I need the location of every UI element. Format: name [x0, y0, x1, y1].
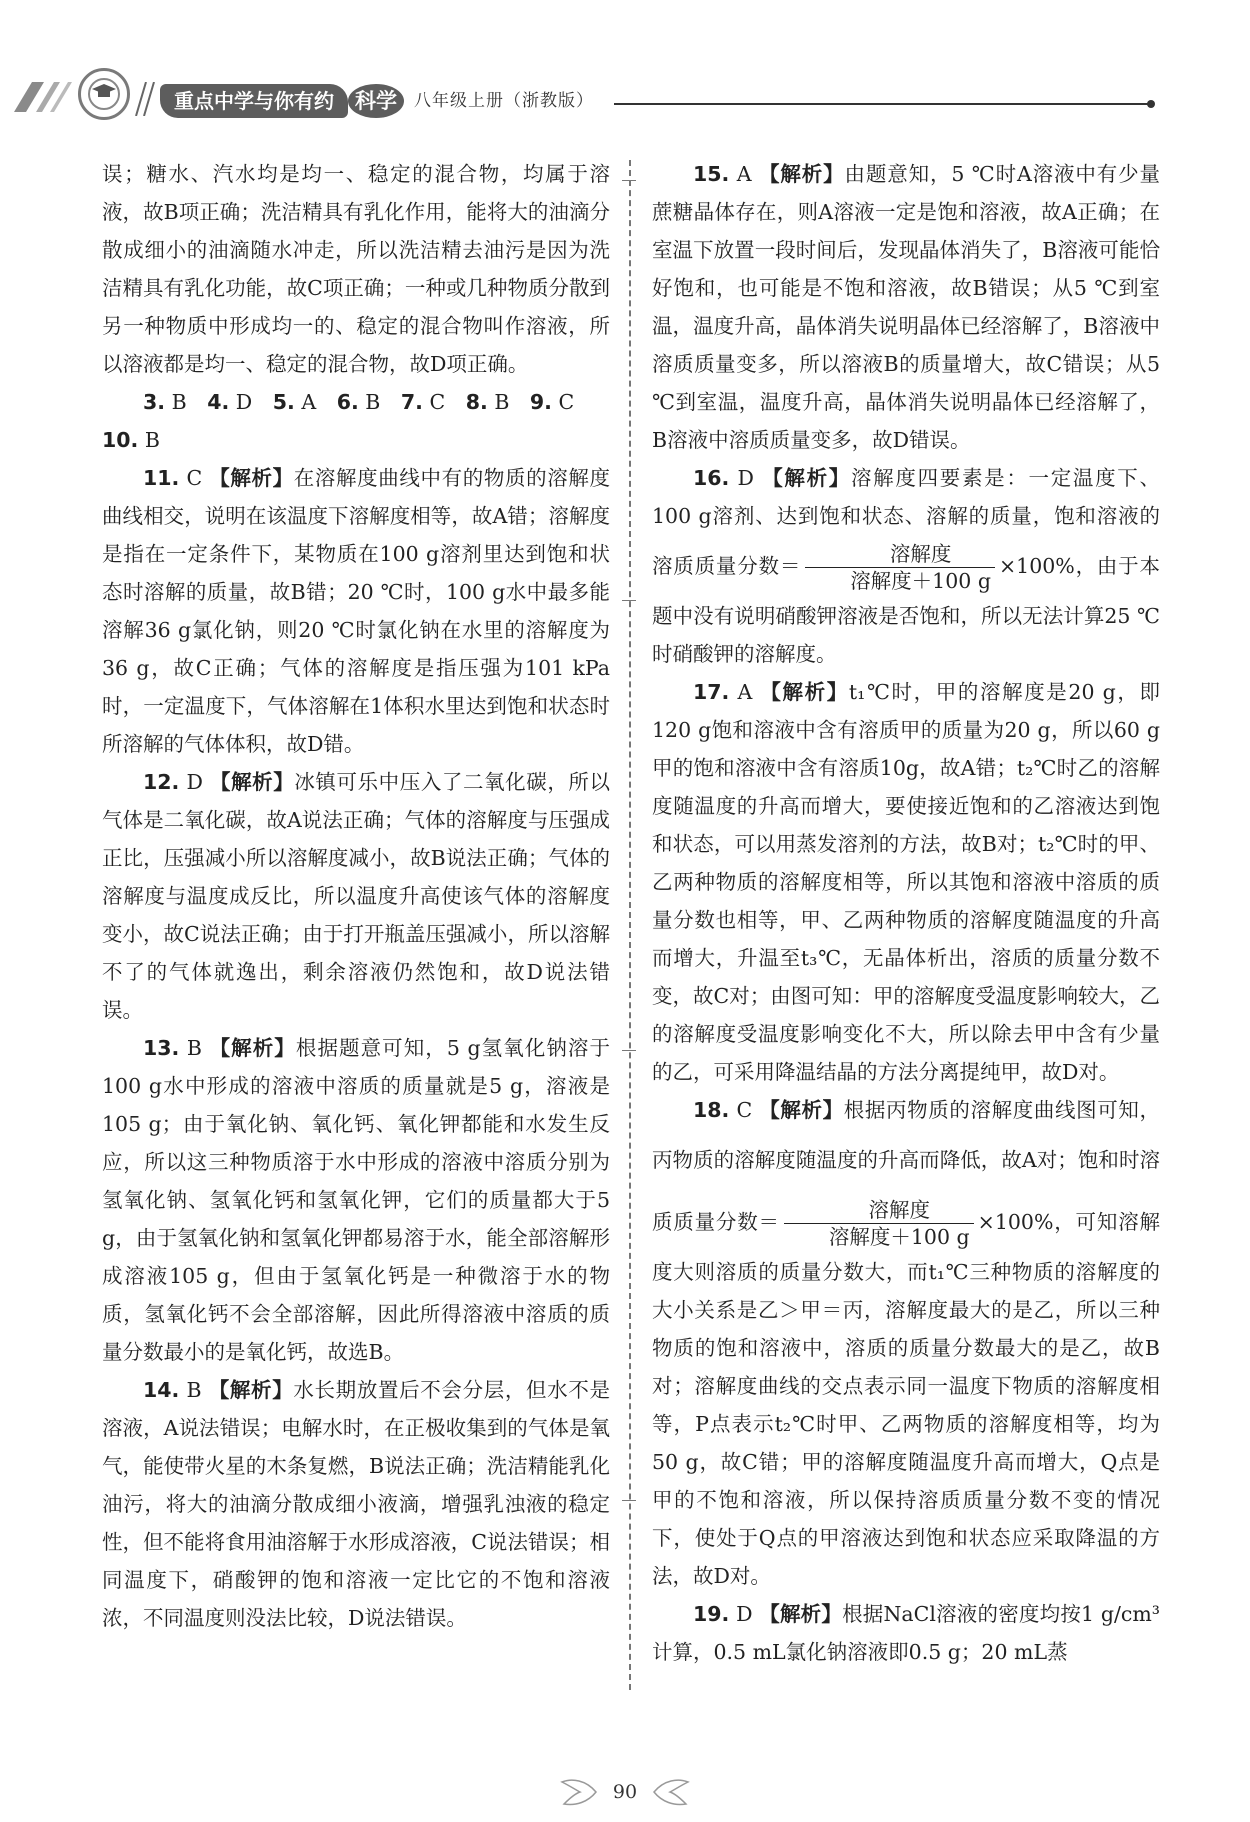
slash-decoration-icon [132, 82, 158, 116]
answer-13: 13. B 【解析】根据题意可知，5 g氢氧化钠溶于100 g水中形成的溶液中溶质的质量就是5 g，溶液是105 g；由于氧化钠、氧化钙、氧化钾都能和水发生反应，所以这三种物质溶于水中形成的溶液中溶质分别为氢氧化钠、氢氧化钙和氢氧化钾，它们的质量都大于5 g，由于氢氧化钠和氢氧化钾都易溶于水，能全部溶解形成溶液105 g，但由于氢氧化钙是一种微溶于水的物质，氢氧化钙不会全部溶解，因此所得溶液中溶质的质量分数最小的是氧化钙，故选B。 [102, 1036, 610, 1364]
graduation-cap-icon [92, 84, 116, 100]
divider-tick [622, 1050, 636, 1051]
page-number: 90 [612, 1781, 638, 1803]
header-rule [614, 103, 1150, 105]
answers-3-to-9: 3. B 4. D 5. A 6. B 7. C 8. B 9. C [143, 390, 575, 414]
divider-tick [622, 1500, 636, 1501]
answer-14: 14. B 【解析】水长期放置后不会分层，但水不是溶液，A说法错误；电解水时，在正极收集到的气体是氧气，能使带火星的木条复燃，B说法正确；洗洁精能乳化油污，将大的油滴分散成细小液滴，增强乳浊液的稳定性，但不能将食用油溶解于水形成溶液，C说法错误；相同温度下，硝酸钾的饱和溶液一定比它的不饱和溶液浓，不同温度则没法比较，D说法错误。 [102, 1378, 610, 1630]
mass-fraction-formula: $\frac{\text{溶解度}}{\text{溶解度＋100 g}}$ [805, 541, 995, 594]
page-wing-right-icon [652, 1776, 690, 1808]
grade-edition: 八年级上册（浙教版） [414, 91, 594, 111]
answer-18: 18. C 【解析】根据丙物质的溶解度曲线图可知，丙物质的溶解度随温度的升高而降低，故A对；饱和时溶质质量分数＝ $\frac{\text{溶解度}}{\text{溶解度＋100 g}}$ ×100%，可知溶解度大则溶质的质量分数大，而t₁℃三种物质的溶解度的大小关系是乙＞甲＝丙，溶解度最大的是乙，所以三种物质的饱和溶液中，溶质的质量分数最大的是乙，故B对；溶解度曲线的交点表示同一温度下物质的溶解度相等，P点表示t₂℃时甲、乙两物质的溶解度相等，均为50 g，故C错；甲的溶解度随温度升高而增大，Q点是甲的不饱和溶液，所以保持溶质质量分数不变的情况下，使处于Q点的甲溶液达到饱和状态应采取降温的方法，故D对。 [652, 1098, 1160, 1588]
left-column [102, 155, 610, 1637]
column-divider [629, 160, 631, 1690]
right-column [652, 155, 1160, 1671]
answer-11: 11. C 【解析】在溶解度曲线中有的物质的溶解度曲线相交，说明在该温度下溶解度相等，故A错；溶解度是指在一定条件下，某物质在100 g溶剂里达到饱和状态时溶解的质量，故B错；20 ℃时，100 g水中最多能溶解36 g氯化钠，则20 ℃时氯化钠在水里的溶解度为36 g，故C正确；气体的溶解度是指压强为101 kPa时，一定温度下，气体溶解在1体积水里达到饱和状态时所溶解的气体体积，故D错。 [102, 466, 610, 756]
school-logo-icon [78, 68, 130, 120]
answer-16: 16. D 【解析】溶解度四要素是：一定温度下、100 g溶剂、达到饱和状态、溶解的质量，饱和溶液的溶质质量分数＝ $\frac{\text{溶解度}}{\text{溶解度＋100 g}}$ ×100%，由于本题中没有说明硝酸钾溶液是否饱和，所以无法计算25 ℃时硝酸钾的溶解度。 [652, 466, 1160, 666]
answer-17: 17. A 【解析】t₁℃时，甲的溶解度是20 g，即120 g饱和溶液中含有溶质甲的质量为20 g，所以60 g甲的饱和溶液中含有溶质10g，故A错；t₂℃时乙的溶解度随温度的升高而增大，要使接近饱和的乙溶液达到饱和状态，可以用蒸发溶剂的方法，故B对；t₂℃时的甲、乙两种物质的溶解度相等，所以其饱和溶液中溶质的质量分数也相等，甲、乙两种物质的溶解度随温度的升高而增大，升温至t₃℃，无晶体析出，溶质的质量分数不变，故C对；由图可知：甲的溶解度受温度影响较大，乙的溶解度受温度影响变化不大，所以除去甲中含有少量的乙，可采用降温结晶的方法分离提纯甲，故D对。 [652, 680, 1160, 1084]
answer-2-continued: 误；糖水、汽水均是均一、稳定的混合物，均属于溶液，故B项正确；洗洁精具有乳化作用，能将大的油滴分散成细小的油滴随水冲走，所以洗洁精去油污是因为洗洁精具有乳化功能，故C项正确；一种或几种物质分散到另一种物质中形成均一的、稳定的混合物叫作溶液，所以溶液都是均一、稳定的混合物，故D项正确。 [102, 162, 610, 376]
divider-tick [622, 180, 636, 181]
series-title: 重点中学与你有约 [160, 84, 348, 118]
page-header [0, 60, 1250, 130]
saturated-mass-fraction-formula: $\frac{\text{溶解度}}{\text{溶解度＋100 g}}$ [784, 1197, 974, 1250]
header-rule-dot [1147, 100, 1155, 108]
answer-19: 19. D 【解析】根据NaCl溶液的密度均按1 g/cm³计算，0.5 mL氯化钠溶液即0.5 g；20 mL蒸 [652, 1602, 1160, 1664]
divider-tick [622, 600, 636, 601]
stripe-decoration-icon [14, 82, 84, 112]
answer-12: 12. D 【解析】冰镇可乐中压入了二氧化碳，所以气体是二氧化碳，故A说法正确；气体的溶解度与压强成正比，压强减小所以溶解度减小，故B说法正确；气体的溶解度与温度成反比，所以温度升高使该气体的溶解度变小，故C说法正确；由于打开瓶盖压强减小，所以溶解不了的气体就逸出，剩余溶液仍然饱和，故D说法错误。 [102, 770, 610, 1022]
answer-15: 15. A 【解析】由题意知，5 ℃时A溶液中有少量蔗糖晶体存在，则A溶液一定是饱和溶液，故A正确；在室温下放置一段时间后，发现晶体消失了，B溶液可能恰好饱和，也可能是不饱和溶液，故B错误；从5 ℃到室温，温度升高，晶体消失说明晶体已经溶解了，B溶液中溶质质量变多，所以溶液B的质量增大，故C错误；从5 ℃到室温，温度升高，晶体消失说明晶体已经溶解了，B溶液中溶质质量变多，故D错误。 [652, 162, 1160, 452]
answer-10: 10. B [102, 428, 160, 452]
subject-badge: 科学 [348, 84, 404, 118]
page-wing-left-icon [560, 1776, 598, 1808]
